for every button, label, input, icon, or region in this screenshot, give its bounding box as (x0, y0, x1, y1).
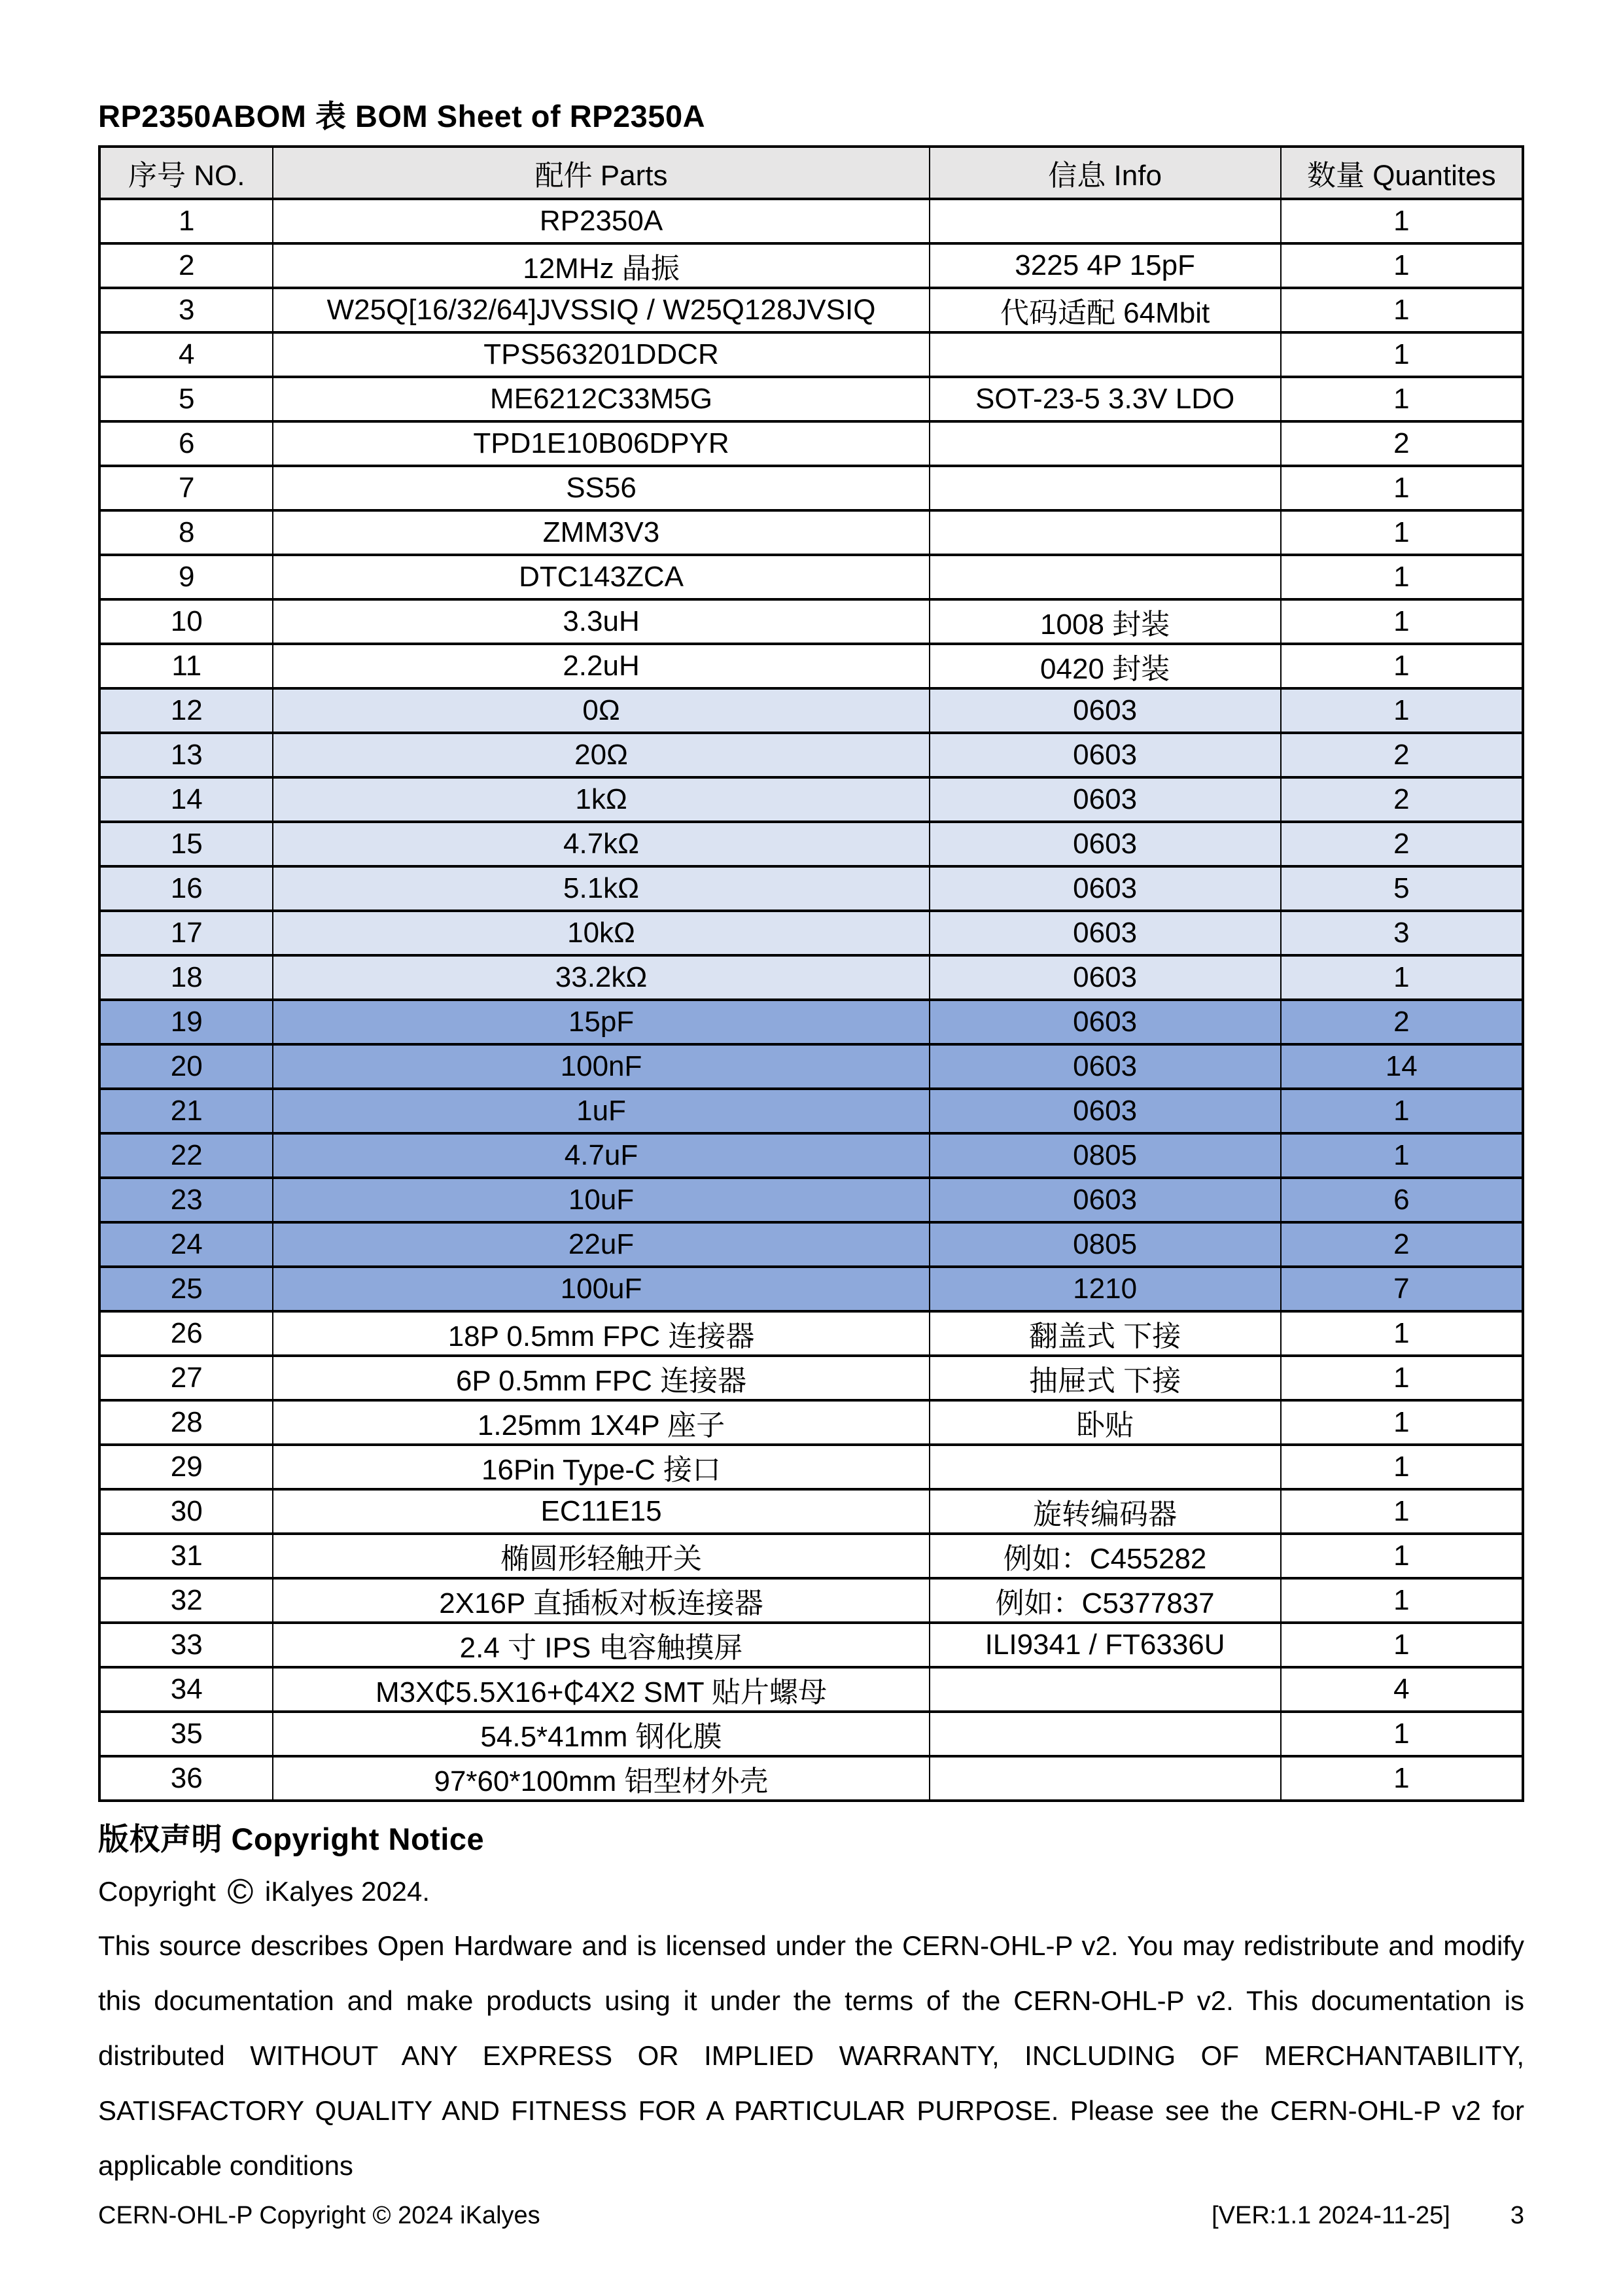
license-paragraph: This source describes Open Hardware and is licensed under the CERN-OHL-P v2. You may redistribute and modify this documentation and make products using it under the terms of the CERN-OHL-P v2. This documentation is distributed WITHOUT ANY EXPRESS OR IMPLIED WARRANTY, INCLUDING OF MERCHANTABILITY, SATISFACTORY QUALITY AND FITNESS FOR A PARTICULAR PURPOSE. Please see the CERN-OHL-P v2 for applicable conditions (98, 1930, 1524, 2181)
footer-right (1212, 2200, 1524, 2231)
cell-parts: 22uF (273, 1222, 929, 1267)
table-row (99, 555, 1523, 599)
table-row (99, 1400, 1523, 1445)
cell-quantity: 1 (1281, 1089, 1523, 1133)
cell-info (930, 466, 1281, 510)
table-row (99, 822, 1523, 866)
cell-info (930, 1756, 1281, 1801)
cell-quantity: 3 (1281, 911, 1523, 955)
cell-no: 22 (99, 1133, 273, 1178)
cell-no: 27 (99, 1356, 273, 1400)
cell-no: 17 (99, 911, 273, 955)
cell-no: 4 (99, 332, 273, 377)
cell-parts: 6P 0.5mm FPC 连接器 (273, 1356, 929, 1400)
cell-info (930, 421, 1281, 466)
cell-info: 0603 (930, 733, 1281, 777)
copyright-symbol: © (227, 1872, 254, 1911)
cell-info: 0805 (930, 1222, 1281, 1267)
cell-quantity: 5 (1281, 866, 1523, 911)
cell-no: 32 (99, 1578, 273, 1623)
cell-no: 18 (99, 955, 273, 1000)
cell-no: 1 (99, 199, 273, 243)
cell-no: 31 (99, 1534, 273, 1578)
copyright-line (98, 1870, 1524, 1913)
cell-no: 36 (99, 1756, 273, 1801)
cell-info: 0603 (930, 866, 1281, 911)
cell-quantity: 1 (1281, 1534, 1523, 1578)
cell-quantity: 1 (1281, 955, 1523, 1000)
cell-quantity: 1 (1281, 1356, 1523, 1400)
cell-parts: TPS563201DDCR (273, 332, 929, 377)
footer-version: [VER:1.1 2024-11-25] (1212, 2202, 1450, 2229)
cell-quantity: 1 (1281, 1445, 1523, 1489)
cell-no: 33 (99, 1623, 273, 1667)
cell-parts: 2.4 寸 IPS 电容触摸屏 (273, 1623, 929, 1667)
cell-quantity: 6 (1281, 1178, 1523, 1222)
cell-no: 28 (99, 1400, 273, 1445)
cell-quantity: 1 (1281, 555, 1523, 599)
cell-quantity: 1 (1281, 466, 1523, 510)
cell-info: 代码适配 64Mbit (930, 288, 1281, 332)
cell-quantity: 1 (1281, 599, 1523, 644)
cell-parts: SS56 (273, 466, 929, 510)
table-row (99, 1311, 1523, 1356)
table-row (99, 1623, 1523, 1667)
cell-quantity: 1 (1281, 510, 1523, 555)
col-header-info: 信息 Info (930, 147, 1281, 199)
cell-quantity: 1 (1281, 1489, 1523, 1534)
table-row (99, 688, 1523, 733)
table-row (99, 1267, 1523, 1311)
table-row (99, 1756, 1523, 1801)
cell-info: 例如：C5377837 (930, 1578, 1281, 1623)
table-row (99, 243, 1523, 288)
cell-info (930, 1445, 1281, 1489)
cell-no: 15 (99, 822, 273, 866)
cell-info: 0603 (930, 777, 1281, 822)
cell-parts: 20Ω (273, 733, 929, 777)
cell-quantity: 7 (1281, 1267, 1523, 1311)
cell-parts: 100nF (273, 1044, 929, 1089)
cell-no: 2 (99, 243, 273, 288)
cell-info: 1210 (930, 1267, 1281, 1311)
table-row (99, 332, 1523, 377)
cell-parts: DTC143ZCA (273, 555, 929, 599)
cell-parts: EC11E15 (273, 1489, 929, 1534)
cell-info (930, 1667, 1281, 1712)
cell-info (930, 1712, 1281, 1756)
cell-no: 6 (99, 421, 273, 466)
cell-no: 24 (99, 1222, 273, 1267)
cell-parts: 4.7uF (273, 1133, 929, 1178)
cell-quantity: 1 (1281, 644, 1523, 688)
table-row (99, 1044, 1523, 1089)
cell-no: 21 (99, 1089, 273, 1133)
col-header-no: 序号 NO. (99, 147, 273, 199)
cell-parts: 2X16P 直插板对板连接器 (273, 1578, 929, 1623)
cell-quantity: 1 (1281, 1712, 1523, 1756)
col-header-parts: 配件 Parts (273, 147, 929, 199)
cell-info: 0420 封装 (930, 644, 1281, 688)
cell-parts: 54.5*41mm 钢化膜 (273, 1712, 929, 1756)
cell-quantity: 2 (1281, 421, 1523, 466)
cell-info (930, 510, 1281, 555)
cell-info: 1008 封装 (930, 599, 1281, 644)
table-row (99, 777, 1523, 822)
cell-parts: 1uF (273, 1089, 929, 1133)
table-row (99, 1178, 1523, 1222)
cell-parts: TPD1E10B06DPYR (273, 421, 929, 466)
table-row (99, 1222, 1523, 1267)
cell-quantity: 1 (1281, 199, 1523, 243)
cell-no: 25 (99, 1267, 273, 1311)
cell-quantity: 1 (1281, 1400, 1523, 1445)
cell-info: 抽屉式 下接 (930, 1356, 1281, 1400)
cell-parts: 0Ω (273, 688, 929, 733)
cell-no: 26 (99, 1311, 273, 1356)
cell-info: 0603 (930, 1000, 1281, 1044)
cell-parts: 10uF (273, 1178, 929, 1222)
cell-info: SOT-23-5 3.3V LDO (930, 377, 1281, 421)
cell-parts: RP2350A (273, 199, 929, 243)
cell-info: 0603 (930, 1089, 1281, 1133)
cell-no: 34 (99, 1667, 273, 1712)
cell-quantity: 1 (1281, 1578, 1523, 1623)
cell-no: 23 (99, 1178, 273, 1222)
cell-parts: 1.25mm 1X4P 座子 (273, 1400, 929, 1445)
copyright-line-prefix: Copyright (98, 1876, 216, 1907)
table-row (99, 377, 1523, 421)
table-row (99, 1089, 1523, 1133)
cell-info: 翻盖式 下接 (930, 1311, 1281, 1356)
cell-quantity: 2 (1281, 1222, 1523, 1267)
cell-parts: 15pF (273, 1000, 929, 1044)
table-row (99, 510, 1523, 555)
table-row (99, 599, 1523, 644)
table-row (99, 1445, 1523, 1489)
cell-no: 12 (99, 688, 273, 733)
table-row (99, 1133, 1523, 1178)
table-row (99, 1667, 1523, 1712)
table-row (99, 1489, 1523, 1534)
cell-parts: 18P 0.5mm FPC 连接器 (273, 1311, 929, 1356)
table-header-row (99, 147, 1523, 199)
cell-parts: ME6212C33M5G (273, 377, 929, 421)
cell-parts: 97*60*100mm 铝型材外壳 (273, 1756, 929, 1801)
table-row (99, 955, 1523, 1000)
cell-quantity: 4 (1281, 1667, 1523, 1712)
table-row (99, 1000, 1523, 1044)
table-row (99, 1578, 1523, 1623)
table-row (99, 1356, 1523, 1400)
col-header-quantity: 数量 Quantites (1281, 147, 1523, 199)
cell-info (930, 332, 1281, 377)
cell-no: 14 (99, 777, 273, 822)
cell-no: 8 (99, 510, 273, 555)
cell-parts: 16Pin Type-C 接口 (273, 1445, 929, 1489)
cell-parts: 2.2uH (273, 644, 929, 688)
cell-parts: 1kΩ (273, 777, 929, 822)
cell-quantity: 1 (1281, 1756, 1523, 1801)
cell-info: 0603 (930, 1178, 1281, 1222)
cell-info: 3225 4P 15pF (930, 243, 1281, 288)
cell-parts: 椭圆形轻触开关 (273, 1534, 929, 1578)
cell-parts: W25Q[16/32/64]JVSSIQ / W25Q128JVSIQ (273, 288, 929, 332)
cell-parts: 4.7kΩ (273, 822, 929, 866)
cell-no: 19 (99, 1000, 273, 1044)
cell-no: 3 (99, 288, 273, 332)
cell-quantity: 1 (1281, 288, 1523, 332)
cell-quantity: 1 (1281, 1311, 1523, 1356)
table-row (99, 466, 1523, 510)
cell-info: ILI9341 / FT6336U (930, 1623, 1281, 1667)
footer-license-text: CERN-OHL-P Copyright © 2024 iKalyes (98, 2202, 540, 2229)
copyright-notice-heading: 版权声明 Copyright Notice (98, 1822, 485, 1856)
cell-no: 35 (99, 1712, 273, 1756)
cell-quantity: 1 (1281, 332, 1523, 377)
table-row (99, 288, 1523, 332)
cell-parts: 10kΩ (273, 911, 929, 955)
table-row (99, 421, 1523, 466)
cell-parts: 5.1kΩ (273, 866, 929, 911)
cell-info: 卧贴 (930, 1400, 1281, 1445)
cell-no: 11 (99, 644, 273, 688)
cell-no: 10 (99, 599, 273, 644)
cell-parts: 100uF (273, 1267, 929, 1311)
cell-quantity: 1 (1281, 1623, 1523, 1667)
cell-parts: 12MHz 晶振 (273, 243, 929, 288)
cell-info: 0603 (930, 1044, 1281, 1089)
bom-table (98, 145, 1524, 1802)
table-row (99, 199, 1523, 243)
cell-quantity: 1 (1281, 688, 1523, 733)
cell-quantity: 1 (1281, 243, 1523, 288)
cell-no: 7 (99, 466, 273, 510)
cell-quantity: 2 (1281, 822, 1523, 866)
cell-no: 13 (99, 733, 273, 777)
document-title: RP2350ABOM 表 BOM Sheet of RP2350A (98, 99, 706, 133)
cell-info: 0805 (930, 1133, 1281, 1178)
cell-info: 0603 (930, 688, 1281, 733)
cell-info: 旋转编码器 (930, 1489, 1281, 1534)
cell-no: 29 (99, 1445, 273, 1489)
cell-no: 30 (99, 1489, 273, 1534)
cell-info: 0603 (930, 911, 1281, 955)
table-row (99, 644, 1523, 688)
cell-quantity: 1 (1281, 377, 1523, 421)
table-row (99, 1712, 1523, 1756)
table-row (99, 866, 1523, 911)
table-row (99, 1534, 1523, 1578)
cell-no: 20 (99, 1044, 273, 1089)
cell-no: 16 (99, 866, 273, 911)
cell-info: 0603 (930, 822, 1281, 866)
cell-quantity: 2 (1281, 1000, 1523, 1044)
cell-info: 0603 (930, 955, 1281, 1000)
cell-parts: 33.2kΩ (273, 955, 929, 1000)
cell-info (930, 199, 1281, 243)
copyright-line-suffix: iKalyes 2024. (264, 1876, 430, 1907)
table-row (99, 911, 1523, 955)
cell-quantity: 2 (1281, 733, 1523, 777)
cell-no: 9 (99, 555, 273, 599)
cell-quantity: 1 (1281, 1133, 1523, 1178)
cell-info (930, 555, 1281, 599)
cell-info: 例如：C455282 (930, 1534, 1281, 1578)
cell-parts: 3.3uH (273, 599, 929, 644)
cell-parts: ZMM3V3 (273, 510, 929, 555)
page-footer (98, 2200, 1524, 2231)
cell-parts: M3X₵5.5X16+₵4X2 SMT 贴片螺母 (273, 1667, 929, 1712)
cell-no: 5 (99, 377, 273, 421)
page-number: 3 (1510, 2202, 1524, 2229)
table-row (99, 733, 1523, 777)
cell-quantity: 14 (1281, 1044, 1523, 1089)
cell-quantity: 2 (1281, 777, 1523, 822)
